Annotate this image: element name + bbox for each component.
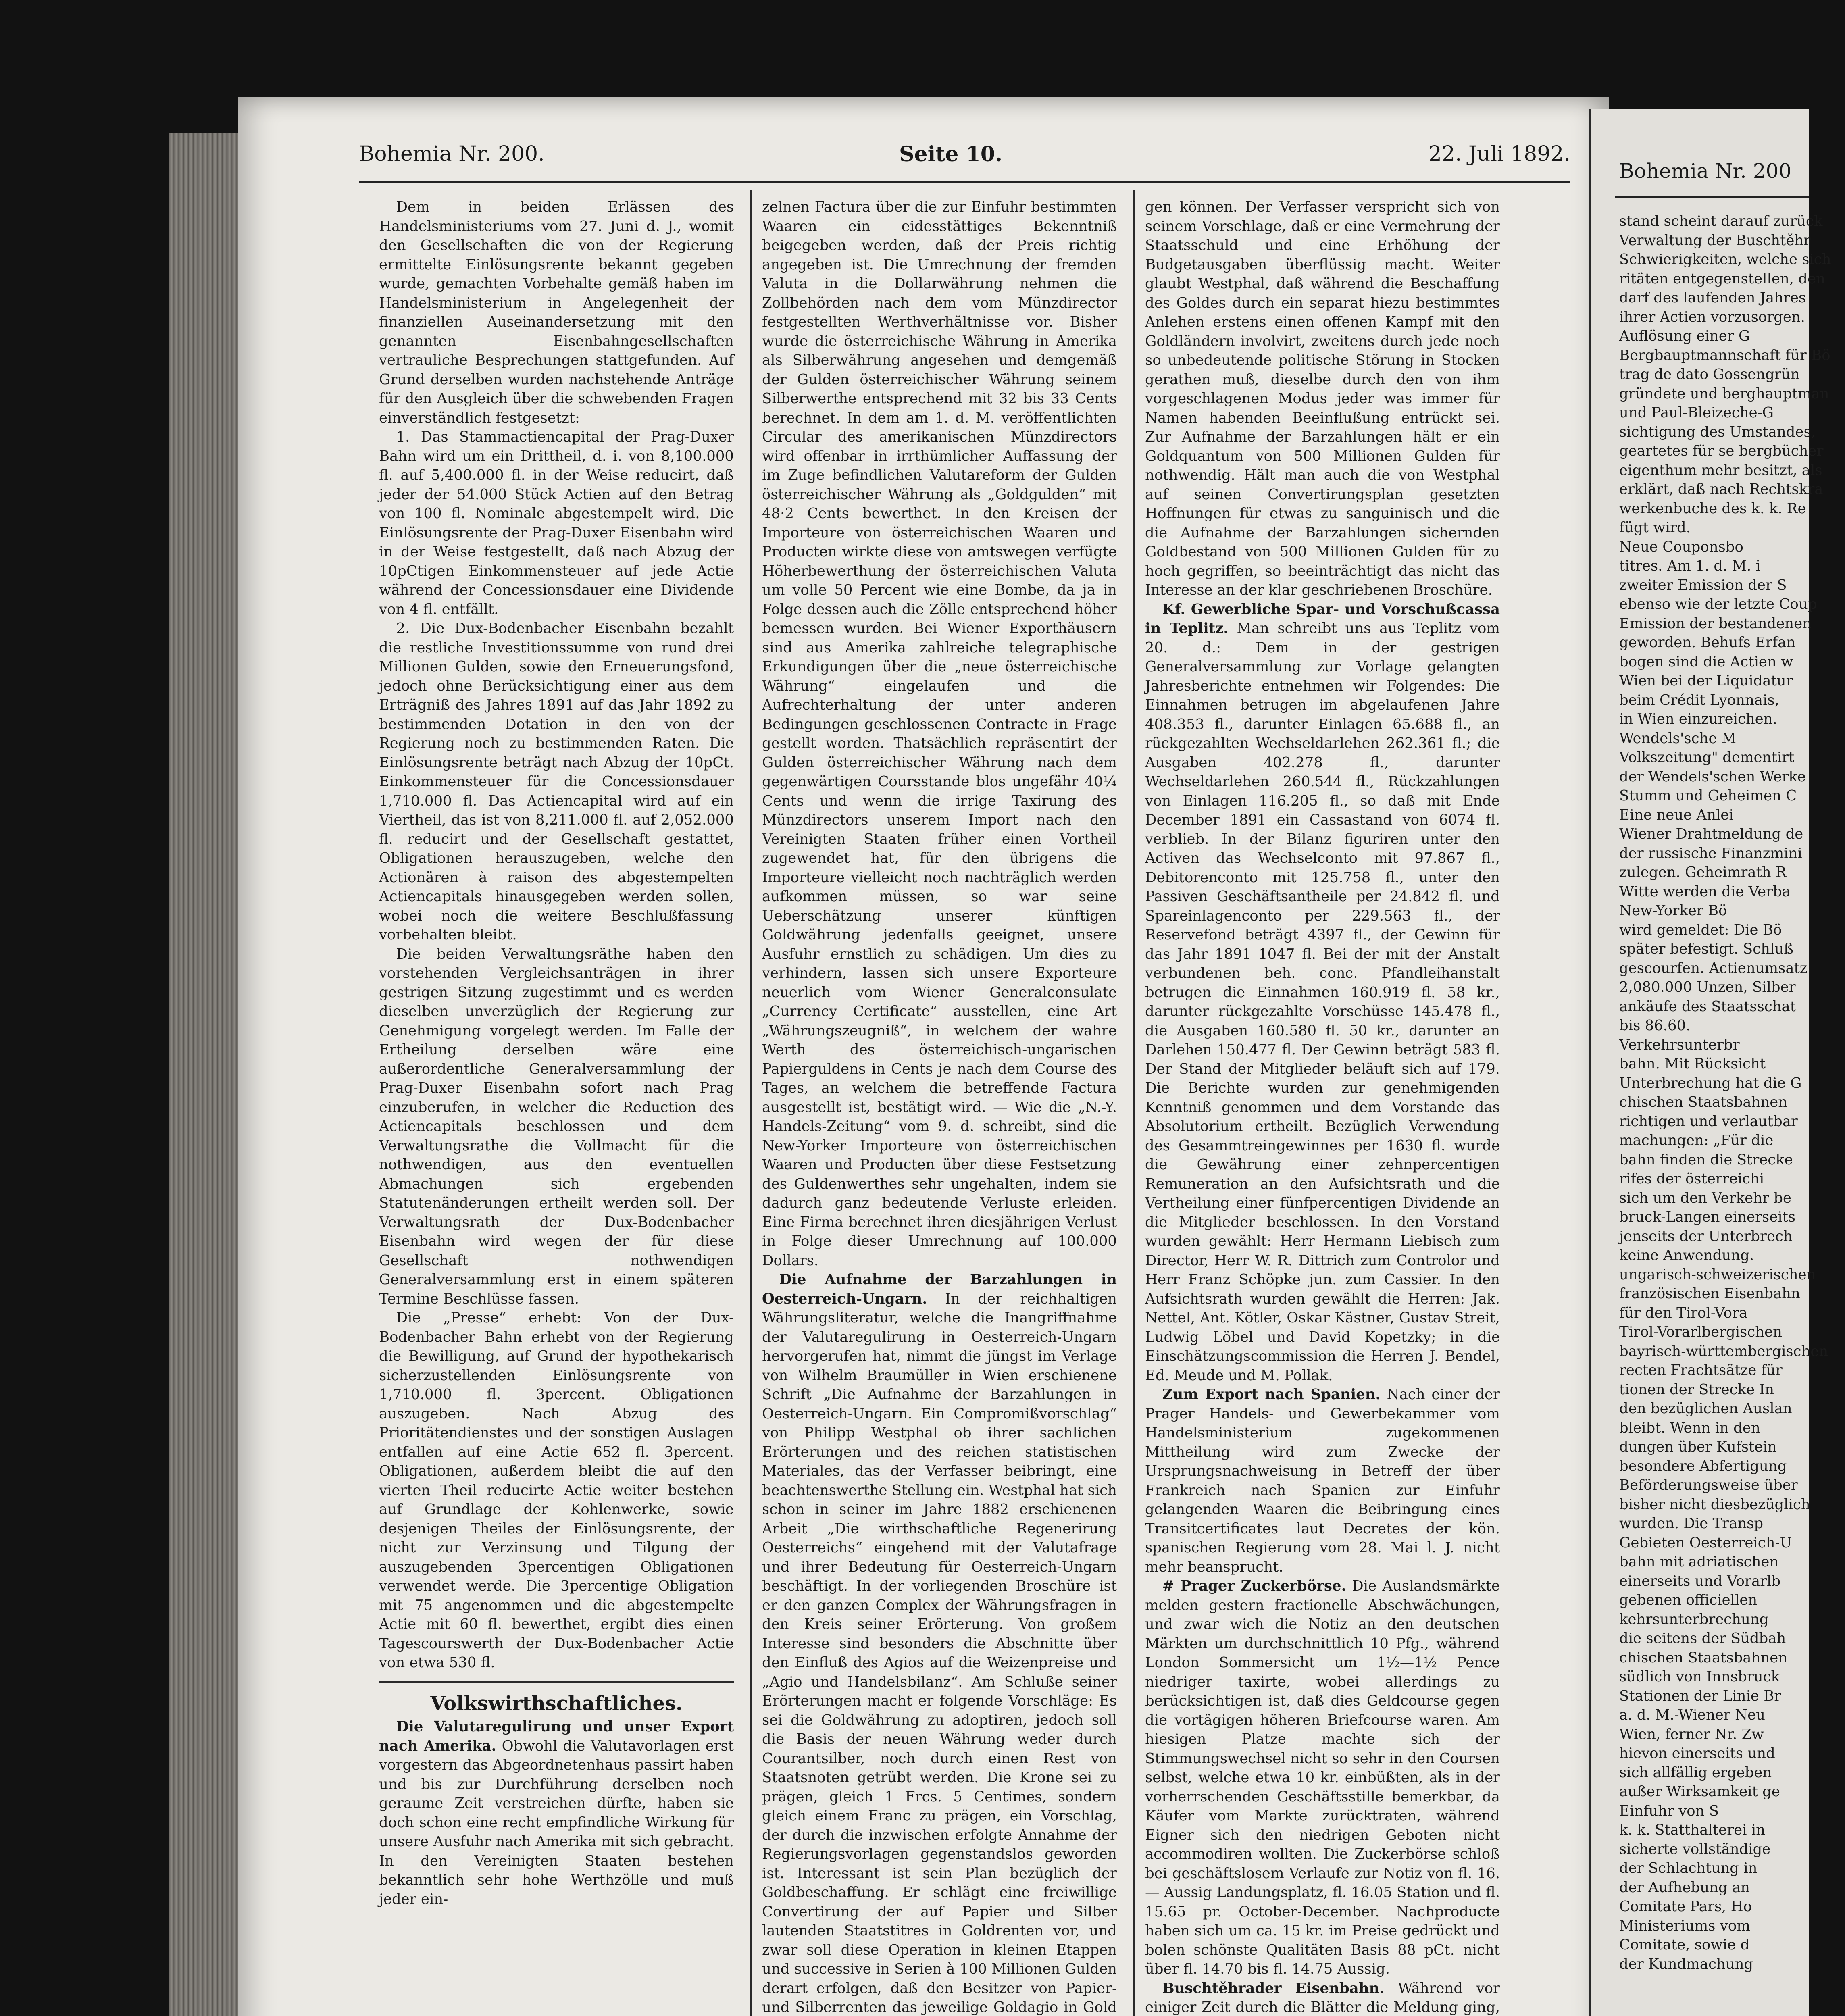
- adjacent-line: bayrisch-württembergischen: [1619, 1343, 1828, 1360]
- adjacent-line: Auflösung einer G: [1619, 328, 1750, 344]
- adjacent-line: trag de dato Gossengrün: [1619, 366, 1800, 383]
- article-headline: Die Aufnahme der Barzahlungen in Oesterreich-Ungarn.: [762, 1271, 1117, 1307]
- paragraph: Die „Presse“ erhebt: Von der Dux-Bodenbacher Bahn erhebt von der Regierung die Bewilligung, auf Grund der hypothekarisch sicherzustellenden Einlösungsrente von 1,710.000 fl. 3percent. Obligationen auszugeben. Nach Abzug des Prioritätendienstes und der sonstigen Auslagen entfallen auf eine Actie 652 fl. 3percent. Obligationen, außerdem bleibt die auf den vierten Theil reducirte Actie weiter bestehen auf Grundlage der Kohlenwerke, sowie desjenigen Theiles der Einlösungsrente, der nicht zur Verzinsung und Tilgung der auszugebenden 3percentigen Obligationen verwendet werde. Die 3percentige Obligation mit 75 angenommen und die abgestempelte Actie mit 60 fl. bewerthet, ergibt dies einen Tagescourswerth der Dux-Bodenbacher Actie von etwa 530 fl.: [379, 1310, 734, 1671]
- adjacent-line: Beförderungsweise über: [1619, 1477, 1798, 1493]
- adjacent-line: jenseits der Unterbrech: [1619, 1228, 1793, 1245]
- article-headline: # Prager Zuckerbörse.: [1162, 1578, 1346, 1594]
- adjacent-line: bogen sind die Actien w: [1619, 653, 1793, 670]
- adjacent-line: erklärt, daß nach Rechtskra: [1619, 481, 1823, 498]
- book-edge: [169, 133, 242, 2016]
- adjacent-line: werkenbuche des k. k. Re: [1619, 500, 1806, 517]
- article-body: Nach einer der Prager Handels- und Gewerbekammer vom Handelsministerium zugekommenen Mittheilung wird zum Zwecke der Ursprungsnachweisung in Betreff der über Frankreich nach Spanien zur Einfuhr gelangenden Waaren die Beibringung eines Transitcertificates laut Decretes der kön. spanischen Regierung vom 28. Mai l. J. nicht mehr beansprucht.: [1145, 1386, 1500, 1575]
- article-headline: Zum Export nach Spanien.: [1162, 1386, 1381, 1403]
- header-rule: [359, 181, 1570, 183]
- adjacent-line: außer Wirksamkeit ge: [1619, 1783, 1780, 1800]
- adjacent-line: wurden. Die Transp: [1619, 1515, 1764, 1532]
- adjacent-line: Bergbauptmannschaft für Bö: [1619, 347, 1830, 364]
- section-rule: [379, 1681, 734, 1683]
- adjacent-line: New-Yorker Bö: [1619, 902, 1727, 919]
- paragraph: [1145, 600, 1500, 1385]
- adjacent-line: geworden. Behufs Erfan: [1619, 634, 1796, 651]
- adjacent-line: geartetes für se bergbücher: [1619, 443, 1824, 459]
- adjacent-line: Stumm und Geheimen C: [1619, 787, 1797, 804]
- adjacent-line: Emission der bestandenen: [1619, 615, 1812, 632]
- adjacent-line: für den Tirol-Vora: [1619, 1304, 1748, 1321]
- adjacent-line: gebenen officiellen: [1619, 1592, 1758, 1608]
- adjacent-line: Eine neue Anlei: [1619, 806, 1734, 823]
- adjacent-line: Wien, ferner Nr. Zw: [1619, 1726, 1764, 1743]
- paragraph: [1145, 1979, 1500, 2016]
- masthead-left: Bohemia Nr. 200.: [359, 142, 545, 166]
- adjacent-line: rifes der österreichi: [1619, 1170, 1764, 1187]
- paragraph: zelnen Factura über die zur Einfuhr bestimmten Waaren ein eidesstättiges Bekenntniß beigegeben werden, daß der Preis richtig angegeben ist. Die Umrechnung der fremden Valuta in die Dollarwährung nehmen die Zollbehörden nach dem vom Münzdirector festgestellten Werthverhältnisse vor. Bisher wurde die österreichische Währung in Amerika als Silberwährung angesehen und demgemäß der Gulden österreichischer Währung seinem Silberwerthe entsprechend mit 32 bis 33 Cents berechnet. In dem am 1. d. M. veröffentlichten Circular des amerikanischen Münzdirectors wird offenbar in irrthümlicher Auffassung der im Zuge befindlichen Valutareform der Gulden österreichischer Währung als „Goldgulden“ mit 48·2 Cents bewerthet. In den Kreisen der Importeure von österreichischen Waaren und Producten wirkte diese von amtswegen verfügte Höherbewerthung der österreichischen Valuta um volle 50 Percent wie eine Bombe, da ja in Folge dessen auch die Zölle entsprechend höher bemessen wurden. Bei Wiener Exporthäusern sind aus Amerika zahlreiche telegraphische Erkundigungen über die „neue österreichische Währung“ eingelaufen und die Aufrechterhaltung der unter anderen Bedingungen geschlossenen Contracte in Frage gestellt worden. Thatsächlich repräsentirt der Gulden österreichischer Währung nach dem gegenwärtigen Coursstande blos ungefähr 40¼ Cents und wenn die irrige Taxirung des Münzdirectors unserem Import nach den Vereinigten Staaten früher einen Vortheil zugewendet hat, für den übrigens die Importeure vielleicht noch nachträglich werden aufkommen müssen, so war seine Ueberschätzung unserer künftigen Goldwährung jedenfalls geeignet, unsere Ausfuhr ernstlich zu schädigen. Um dies zu verhindern, lassen sich unsere Exporteure neuerlich vom Wiener Generalconsulate „Currency Certificate“ ausstellen, eine Art „Währungszeugniß“, in welchem der wahre Werth des österreichisch-ungarischen Papierguldens in Cents je nach dem Course des Tages, an welchem die betreffende Factura ausgestellt ist, bestätigt wird. — Wie die „N.-Y. Handels-Zeitung“ vom 9. d. schreibt, sind die New-Yorker Importeure von österreichischen Waaren und Producten über diese Festsetzung des Guldenwerthes sehr ungehalten, indem sie dadurch ganz bedeutende Verluste erleiden. Eine Firma berechnet ihren diesjährigen Verlust in Folge dieser Umrechnung auf 100.000 Dollars.: [762, 199, 1117, 1269]
- adjacent-line: dungen über Kufstein: [1619, 1439, 1777, 1455]
- adjacent-line: südlich von Innsbruck: [1619, 1668, 1780, 1685]
- page-number: Seite 10.: [899, 142, 1003, 167]
- adjacent-line: chischen Staatsbahnen: [1619, 1094, 1788, 1110]
- adjacent-line: der Kundmachung: [1619, 1956, 1753, 1972]
- adjacent-line: der russische Finanzmini: [1619, 845, 1802, 862]
- adjacent-line: Wien bei der Liquidatur: [1619, 673, 1793, 689]
- adjacent-line: ebenso wie der letzte Coup: [1619, 596, 1817, 612]
- adjacent-line: beim Crédit Lyonnais,: [1619, 691, 1779, 708]
- adjacent-line: ihrer Actien vorzusorgen.: [1619, 308, 1805, 325]
- paragraph: [762, 1270, 1117, 2016]
- adjacent-masthead: Bohemia Nr. 200: [1619, 159, 1792, 183]
- adjacent-line: der Wendels'schen Werke: [1619, 768, 1806, 785]
- article-body: Obwohl die Valutavorlagen erst vorgestern das Abgeordnetenhaus passirt haben und bis zur Durchführung derselben noch geraume Zeit verstreichen dürfte, haben sie doch schon eine recht empfindliche Wirkung für unsere Ausfuhr nach Amerika mit sich gebracht. In den Vereinigten Staaten bestehen bekanntlich sehr hohe Werthzölle und muß jeder ein-: [379, 1737, 734, 1908]
- adjacent-line: sicherte vollständige: [1619, 1841, 1771, 1858]
- adjacent-page: [1589, 109, 1831, 2016]
- adjacent-line: bahn finden die Strecke: [1619, 1151, 1793, 1168]
- adjacent-line: Schwierigkeiten, welche sich: [1619, 251, 1831, 268]
- article-body: Die Auslandsmärkte melden gestern fractionelle Abschwächungen, und zwar wich die Notiz an den deutschen Märkten um durchschnittlich 10 Pfg., während London Sommersicht um 1½—1½ Pence niedriger taxirte, wobei allerdings zu berücksichtigen ist, daß dies Geldcourse gegen die vortägigen höheren Briefcourse waren. Am hiesigen Platze machte sich der Stimmungswechsel nicht so sehr in den Coursen selbst, welche etwa 10 kr. einbüßten, als in der vorherrschenden Geschäftsstille bemerkbar, da Käufer vom Markte zurücktraten, während Eigner sich den niedrigen Geboten nicht accommodiren wollten. Die Zuckerbörse schloß bei geschäftslosem Verlaufe zur Notiz von fl. 16.— Aussig Landungsplatz, fl. 16.05 Station und fl. 15.65 pr. October-December. Nachproducte haben sich um ca. 15 kr. im Preise gedrückt und bolen schönste Qualitäten Basis 88 pCt. nicht über fl. 14.70 bis fl. 14.75 Aussig.: [1145, 1578, 1500, 1977]
- paragraph: [1145, 1385, 1500, 1577]
- paragraph: Die beiden Verwaltungsräthe haben den vorstehenden Vergleichsanträgen in ihrer gestrigen Sitzung zugestimmt und es werden dieselben unverzüglich der Regierung zur Genehmigung vorgelegt werden. Im Falle der Ertheilung derselben wäre eine außerordentliche Generalversammlung der Prag-Duxer Eisenbahn sofort nach Prag einzuberufen, in welcher die Reduction des Actiencapitals beschlossen und dem Verwaltungsrathe die Vollmacht für die nothwendigen, aus den eventuellen Abmachungen sich ergebenden Statutenänderungen ertheilt werden soll. Der Verwaltungsrath der Dux-Bodenbacher Eisenbahn wird wegen der für diese Gesellschaft nothwendigen Generalversammlung erst in einem späteren Termine Beschlüsse fassen.: [379, 946, 734, 1307]
- adjacent-line: keine Anwendung.: [1619, 1247, 1754, 1264]
- adjacent-line: den bezüglichen Auslan: [1619, 1400, 1792, 1417]
- article-headline: Kf. Gewerbliche Spar- und Vorschußcassa in Teplitz.: [1145, 601, 1500, 637]
- column-rule: [750, 190, 752, 2016]
- column-3: [1145, 198, 1500, 2016]
- adjacent-line: der Aufhebung an: [1619, 1879, 1750, 1896]
- adjacent-line: eigenthum mehr besitzt, als: [1619, 462, 1822, 479]
- column-2: [762, 198, 1117, 2016]
- paragraph: 2. Die Dux-Bodenbacher Eisenbahn bezahlt die restliche Investitionssumme von rund drei Millionen Gulden, sowie den Erneuerungsfond, jedoch ohne Berücksichtigung einer aus dem Erträgniß des Jahres 1891 auf das Jahr 1892 zu bestimmenden Dotation in den von der Regierung noch zu bestimmenden Raten. Die Einlösungsrente beträgt nach Abzug der 10pCt. Einkommensteuer für die Concessionsdauer 1,710.000 fl. Das Actiencapital wird auf ein Viertheil, das ist von 8,211.000 fl. auf 2,052.000 fl. reducirt und der Gesellschaft gestattet, Obligationen herauszugeben, welche den Actionären à raison des abgestempelten Actiencapitals hinausgegeben werden sollen, wobei noch die weitere Beschlußfassung vorbehalten bleibt.: [379, 620, 734, 943]
- paragraph: gen können. Der Verfasser verspricht sich von seinem Vorschlage, daß er eine Vermehrung der Staatsschuld und eine Erhöhung der Budgetausgaben überflüssig macht. Weiter glaubt Westphal, daß während die Beschaffung des Goldes durch ein separat hiezu bestimmtes Anlehen erstens einen offenen Kampf mit den Goldländern involvirt, zweitens durch jede noch so unbedeutende politische Störung in Stocken gerathen muß, dieselbe durch den von ihm vorgeschlagenen Modus jeder was immer für Namen habenden Beeinflußung entrückt sei. Zur Aufnahme der Barzahlungen hält er ein Goldquantum von 500 Millionen Gulden für nothwendig. Hält man auch die von Westphal auf seinen Convertirungsplan gesetzten Hoffnungen für etwas zu sanguinisch und die die Aufnahme der Barzahlungen sichernden Goldbestand von 500 Millionen Gulden für zu hoch gegriffen, so beeinträchtigt das nicht das Interesse an der klar geschriebenen Broschüre.: [1145, 199, 1500, 598]
- adjacent-line: kehrsunterbrechung: [1619, 1611, 1769, 1628]
- adjacent-line: ungarisch-schweizerischen: [1619, 1266, 1816, 1283]
- column-rule: [1133, 190, 1135, 2016]
- adjacent-line: Comitate Pars, Ho: [1619, 1898, 1752, 1915]
- adjacent-line: Ministeriums vom: [1619, 1917, 1750, 1934]
- adjacent-line: bis 86.60.: [1619, 1017, 1691, 1034]
- adjacent-line: ankäufe des Staatsschat: [1619, 998, 1796, 1015]
- column-1: [379, 198, 734, 1909]
- newspaper-page: [238, 97, 1609, 2016]
- adjacent-line: hievon einerseits und: [1619, 1745, 1775, 1762]
- adjacent-line: Verkehrsunterbr: [1619, 1036, 1740, 1053]
- adjacent-line: gründete und berghauptman: [1619, 385, 1829, 402]
- adjacent-line: Stationen der Linie Br: [1619, 1687, 1781, 1704]
- article-headline: Die Valutaregulirung und unser Export nach Amerika.: [379, 1718, 734, 1754]
- adjacent-line: bleibt. Wenn in den: [1619, 1419, 1760, 1436]
- adjacent-line: Comitate, sowie d: [1619, 1937, 1750, 1953]
- article-body: Während vor einiger Zeit durch die Blätter die Meldung ging,: [1145, 1980, 1500, 2016]
- adjacent-line: besondere Abfertigung: [1619, 1458, 1787, 1475]
- adjacent-line: sichtigung des Umstandes,: [1619, 423, 1816, 440]
- adjacent-line: fügt wird.: [1619, 519, 1691, 536]
- paragraph: 1. Das Stammactiencapital der Prag-Duxer Bahn wird um ein Drittheil, d. i. von 8,100.000 fl. auf 5,400.000 fl. in der Weise reducirt, daß jeder der 54.000 Stück Actien auf den Betrag von 100 fl. Nominale abgestempelt wird. Die Einlösungsrente der Prag-Duxer Eisenbahn wird in der Weise festgestellt, daß nach Abzug der 10pCtigen Einkommensteuer auf jede Actie während der Concessionsdauer eine Dividende von 4 fl. entfällt.: [379, 429, 734, 618]
- adjacent-line: Verwaltung der Buschtěhr: [1619, 232, 1811, 249]
- adjacent-line: recten Frachtsätze für: [1619, 1362, 1783, 1379]
- adjacent-line: richtigen und verlautbar: [1619, 1113, 1798, 1130]
- adjacent-line: und Paul-Bleizeche-G: [1619, 404, 1774, 421]
- adjacent-line: 2,080.000 Unzen, Silber: [1619, 979, 1796, 996]
- adjacent-line: a. d. M.-Wiener Neu: [1619, 1707, 1766, 1723]
- adjacent-line: Einfuhr von S: [1619, 1802, 1719, 1819]
- paragraph: [379, 1717, 734, 1909]
- adjacent-line: bisher nicht diesbezüglich: [1619, 1496, 1810, 1513]
- paragraph: [1145, 1577, 1500, 1979]
- adjacent-line: einerseits und Vorarlb: [1619, 1572, 1781, 1589]
- adjacent-line: in Wien einzureichen.: [1619, 711, 1777, 727]
- adjacent-line: Witte werden die Verba: [1619, 883, 1791, 900]
- adjacent-line: die seitens der Südbah: [1619, 1630, 1786, 1647]
- article-headline: Buschtěhrader Eisenbahn.: [1162, 1980, 1385, 1997]
- paragraph: Dem in beiden Erlässen des Handelsministeriums vom 27. Juni d. J., womit den Gesellschaften die von der Regierung ermittelte Einlösungsrente bekannt gegeben wurde, gemachten Vorbehalte gemäß haben im Handelsministerium in Angelegenheit der finanziellen Auseinandersetzung mit den genannten Eisenbahngesellschaften vertrauliche Besprechungen stattgefunden. Auf Grund derselben wurden nachstehende Anträge für den Ausgleich über die schwebenden Fragen einverständlich festgesetzt:: [379, 199, 734, 426]
- adjacent-line: Tirol-Vorarlbergischen: [1619, 1324, 1782, 1340]
- adjacent-line: Wiener Drahtmeldung de: [1619, 826, 1803, 842]
- section-title: Volkswirthschaftliches.: [430, 1692, 683, 1715]
- adjacent-line: darf des laufenden Jahres: [1619, 289, 1806, 306]
- adjacent-line: bahn mit adriatischen: [1619, 1554, 1779, 1570]
- adjacent-line: zulegen. Geheimrath R: [1619, 864, 1787, 881]
- adjacent-line: wird gemeldet: Die Bö: [1619, 921, 1782, 938]
- adjacent-line: zweiter Emission der S: [1619, 577, 1787, 594]
- article-body: Man schreibt uns aus Teplitz vom 20. d.: Dem in der gestrigen Generalversammlung zur Vorlage gelangten Jahresberichte entnehmen wir Folgendes: Die Einnahmen betrugen im abgelaufenen Jahre 408.353 fl., darunter Einlagen 65.688 fl., an rückgezahlten Wechseldarlehen 262.361 fl.; die Ausgaben 402.278 fl., darunter Wechseldarlehen 260.544 fl., Rückzahlungen von Einlagen 116.205 fl., so daß mit Ende December 1891 ein Cassastand von 6074 fl. verblieb. In der Bilanz figuriren unter den Activen das Wechselconto mit 97.867 fl., Debitorenconto mit 125.758 fl., unter den Passiven Geschäftsantheile per 24.842 fl. und Spareinlagenconto per 229.563 fl., der Reservefond beträgt 4397 fl., der Gewinn für das Jahr 1891 1047 fl. Bei der mit der Anstalt verbundenen beh. conc. Pfandleihanstalt betrugen die Einnahmen 160.919 fl. 58 kr., darunter rückgezahlte Vorschüsse 145.478 fl., die Ausgaben 160.580 fl. 50 kr., darunter an Darlehen 150.477 fl. Der Gewinn beträgt 583 fl. Der Stand der Mitglieder beläuft sich auf 179. Die Berichte wurden zur genehmigenden Kenntniß genommen und dem Vorstande das Absolutorium ertheilt. Bezüglich Verwendung des Gesammtreingewinnes per 1630 fl. wurde die Gewährung einer zehnpercentigen Remuneration an den Aufsichtsrath und die Vertheilung einer fünfpercentigen Dividende an die Mitglieder beschlossen. In den Vorstand wurden gewählt: Herr Hermann Liebisch zum Director, Herr W. R. Dittrich zum Controlor und Herr Franz Schöpke jun. zum Cassier. In den Aufsichtsrath wurden gewählt die Herren: Jak. Nettel, Ant. Kötler, Oskar Kästner, Gustav Streit, Ludwig Löbel und David Kopetzky; in die Einschätzungscommission die Herren J. Bendel, Ed. Meude und M. Pollak.: [1145, 620, 1500, 1384]
- adjacent-line: gescourfen. Actienumsatz: [1619, 960, 1808, 977]
- adjacent-line: Gebieten Oesterreich-U: [1619, 1534, 1792, 1551]
- adjacent-line: stand scheint darauf zurück: [1619, 213, 1823, 229]
- adjacent-line: Unterbrechung hat die G: [1619, 1075, 1802, 1091]
- article-body: In der reichhaltigen Währungsliteratur, welche die Inangriffnahme der Valutaregulirung in Oesterreich-Ungarn hervorgerufen hat, nimmt die jüngst im Verlage von Wilhelm Braumüller in Wien erschienene Schrift „Die Aufnahme der Barzahlungen in Oesterreich-Ungarn. Ein Compromißvorschlag“ von Philipp Westphal ob ihrer sachlichen Erörterungen und des reichen statistischen Materiales, das der Verfasser beibringt, eine beachtenswerthe Stellung ein. Westphal hat sich schon in seiner im Jahre 1882 erschienenen Arbeit „Die wirthschaftliche Regenerirung Oesterreichs“ eingehend mit der Valutafrage und ihrer Bedeutung für Oesterreich-Ungarn beschäftigt. In der vorliegenden Broschüre ist er den ganzen Complex der Währungsfragen in den Kreis seiner Erörterung. Von großem Interesse sind besonders die Abschnitte über den Einfluß des Agios auf die Weizenpreise und „Agio und Handelsbilanz“. Am Schluße seiner Erörterungen macht er folgende Vorschläge: Es sei die Goldwährung zu adoptiren, jedoch soll die Basis der neuen Währung weder durch Courantsilber, noch durch einen Rest von Staatsnoten getrübt werden. Die Krone sei zu prägen, gleich 1 Frcs. 5 Centimes, sondern gleich einem Franc zu prägen, ein Vorschlag, der durch die inzwischen erfolgte Annahme der Regierungsvorlagen gegenstandslos geworden ist. Interessant ist sein Plan bezüglich der Goldbeschaffung. Er schlägt eine freiwillige Convertirung der auf Papier und Silber lautenden Staatstitres in Goldrenten vor, und zwar soll diese Operation in kleinen Etappen und successive in Serien à 100 Millionen Gulden derart erfolgen, daß den Besitzer von Papier- und Silberrenten das jeweilige Goldagio in Gold: [762, 1290, 1117, 2016]
- adjacent-line: Neue Couponsbo: [1619, 538, 1743, 555]
- adjacent-line: k. k. Statthalterei in: [1619, 1822, 1765, 1838]
- adjacent-line: ritäten entgegenstellen, den: [1619, 270, 1825, 287]
- adjacent-line: bruck-Langen einerseits: [1619, 1209, 1796, 1225]
- adjacent-line: Volkszeitung" dementirt: [1619, 749, 1795, 766]
- adjacent-line: titres. Am 1. d. M. i: [1619, 558, 1760, 574]
- adjacent-column: [1619, 212, 1845, 1974]
- adjacent-line: der Schlachtung in: [1619, 1860, 1758, 1876]
- adjacent-line: machungen: „Für die: [1619, 1132, 1774, 1149]
- adjacent-line: chischen Staatsbahnen: [1619, 1649, 1788, 1666]
- adjacent-line: später befestigt. Schluß: [1619, 941, 1793, 957]
- adjacent-line: sich allfällig ergeben: [1619, 1764, 1772, 1781]
- header-rule: [1615, 196, 1809, 198]
- issue-date: 22. Juli 1892.: [1428, 142, 1570, 166]
- adjacent-line: tionen der Strecke In: [1619, 1381, 1774, 1398]
- adjacent-line: französischen Eisenbahn: [1619, 1285, 1800, 1302]
- adjacent-line: sich um den Verkehr be: [1619, 1189, 1792, 1206]
- adjacent-line: Wendels'sche M: [1619, 730, 1737, 747]
- adjacent-line: bahn. Mit Rücksicht: [1619, 1056, 1766, 1072]
